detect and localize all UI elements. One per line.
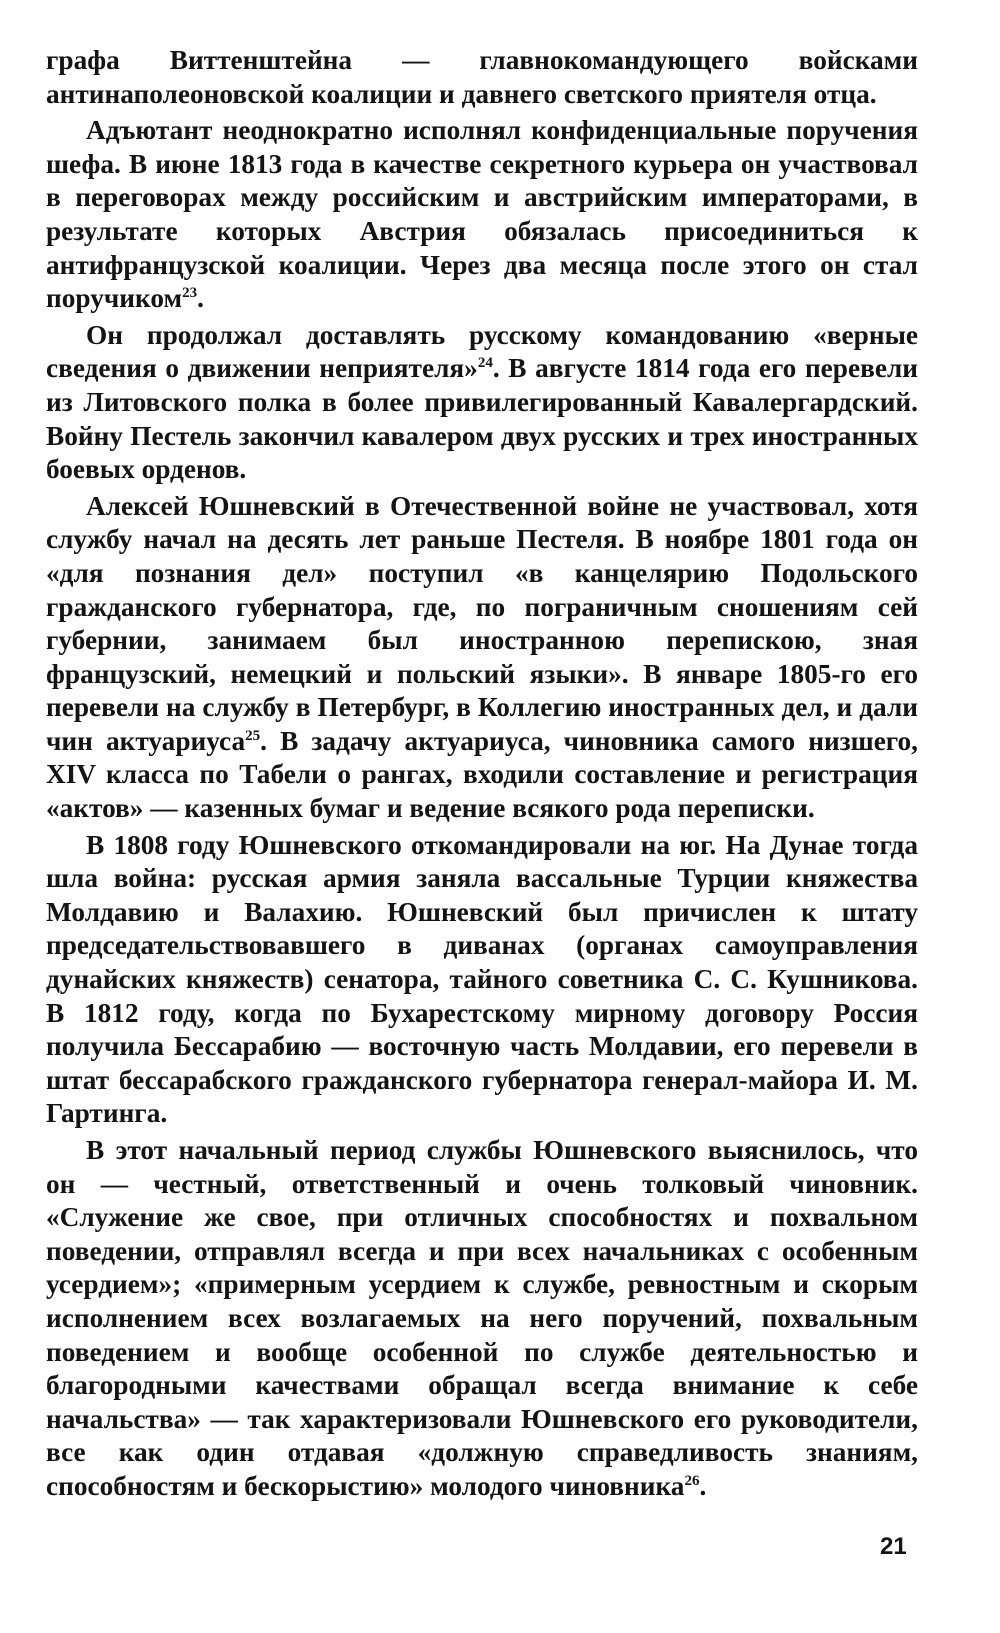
page-number: 21 [880, 1533, 907, 1560]
footnote-marker-24: 24 [477, 355, 493, 372]
paragraph-3: Он продолжал доставлять русскому командованию «верные сведения о движении неприятеля»$^{24}$. В августе 1814 года его перевели из Литовского полка в более привилегированный Кавалергардский. Войну Пестель закончил кавалером двух русских и трех иностранных боевых орденов. [46, 319, 918, 485]
footnote-marker-25: 25 [245, 727, 261, 744]
footnote-marker-23: 23 [182, 285, 198, 302]
paragraph-4: Алексей Юшневский в Отечественной войне не участвовал, хотя службу начал на десять лет раньше Пестеля. В ноябре 1801 года он «для познания дел» поступил «в канцелярию Подольского гражданского губернатора, где, по пограничным сношениям сей губернии, занимаем был иностранною перепискою, зная французский, немецкий и польский языки». В январе 1805-го его перевели на службу в Петербург, в Коллегию иностранных дел, и дали чин актуариуса$^{25}$. В задачу актуариуса, чиновника самого низшего, XIV класса по Табели о рангах, входили составление и регистрация «актов» — казенных бумаг и ведение всякого рода переписки. [46, 490, 918, 824]
page-body [46, 44, 918, 1507]
paragraph-6: В этот начальный период службы Юшневского выяснилось, что он — честный, ответственный и очень толковый чиновник. «Служение же свое, при отличных способностях и похвальном поведении, отправлял всегда и при всех начальниках с особенным усердием»; «примерным усердием к службе, ревностным и скорым исполнением всех возлагаемых на него поручений, похвальным поведением и вообще особенной по службе деятельностью и благородными качествами обращал всегда внимание к себе начальства» — так характеризовали Юшневского его руководители, все как один отдавая «должную справедливость знаниям, способностям и бескорыстию» молодого чиновника$^{26}$. [46, 1135, 918, 1501]
footnote-marker-26: 26 [684, 1472, 700, 1489]
paragraph-2: Адъютант неоднократно исполнял конфиденциальные поручения шефа. В июне 1813 года в качестве секретного курьера он участвовал в переговорах между российским и австрийским императорами, в результате которых Австрия обязалась присоединиться к антифранцузской коалиции. Через два месяца после этого он стал поручиком$^{23}$. [46, 115, 918, 314]
paragraph-5: В 1808 году Юшневского откомандировали на юг. На Дунае тогда шла война: русская армия заняла вассальные Турции княжества Молдавию и Валахию. Юшневский был причислен к штату председательствовавшего в диванах (органах самоуправления дунайских княжеств) сенатора, тайного советника С. С. Кушникова. В 1812 году, когда по Бухарестскому мирному договору Россия получила Бессарабию — восточную часть Молдавии, его перевели в штат бессарабского гражданского губернатора генерал-майора И. М. Гартинга. [46, 829, 918, 1129]
paragraph-1: графа Виттенштейна — главнокомандующего войсками антинаполеоновской коалиции и давнего светского приятеля отца. [46, 45, 918, 109]
